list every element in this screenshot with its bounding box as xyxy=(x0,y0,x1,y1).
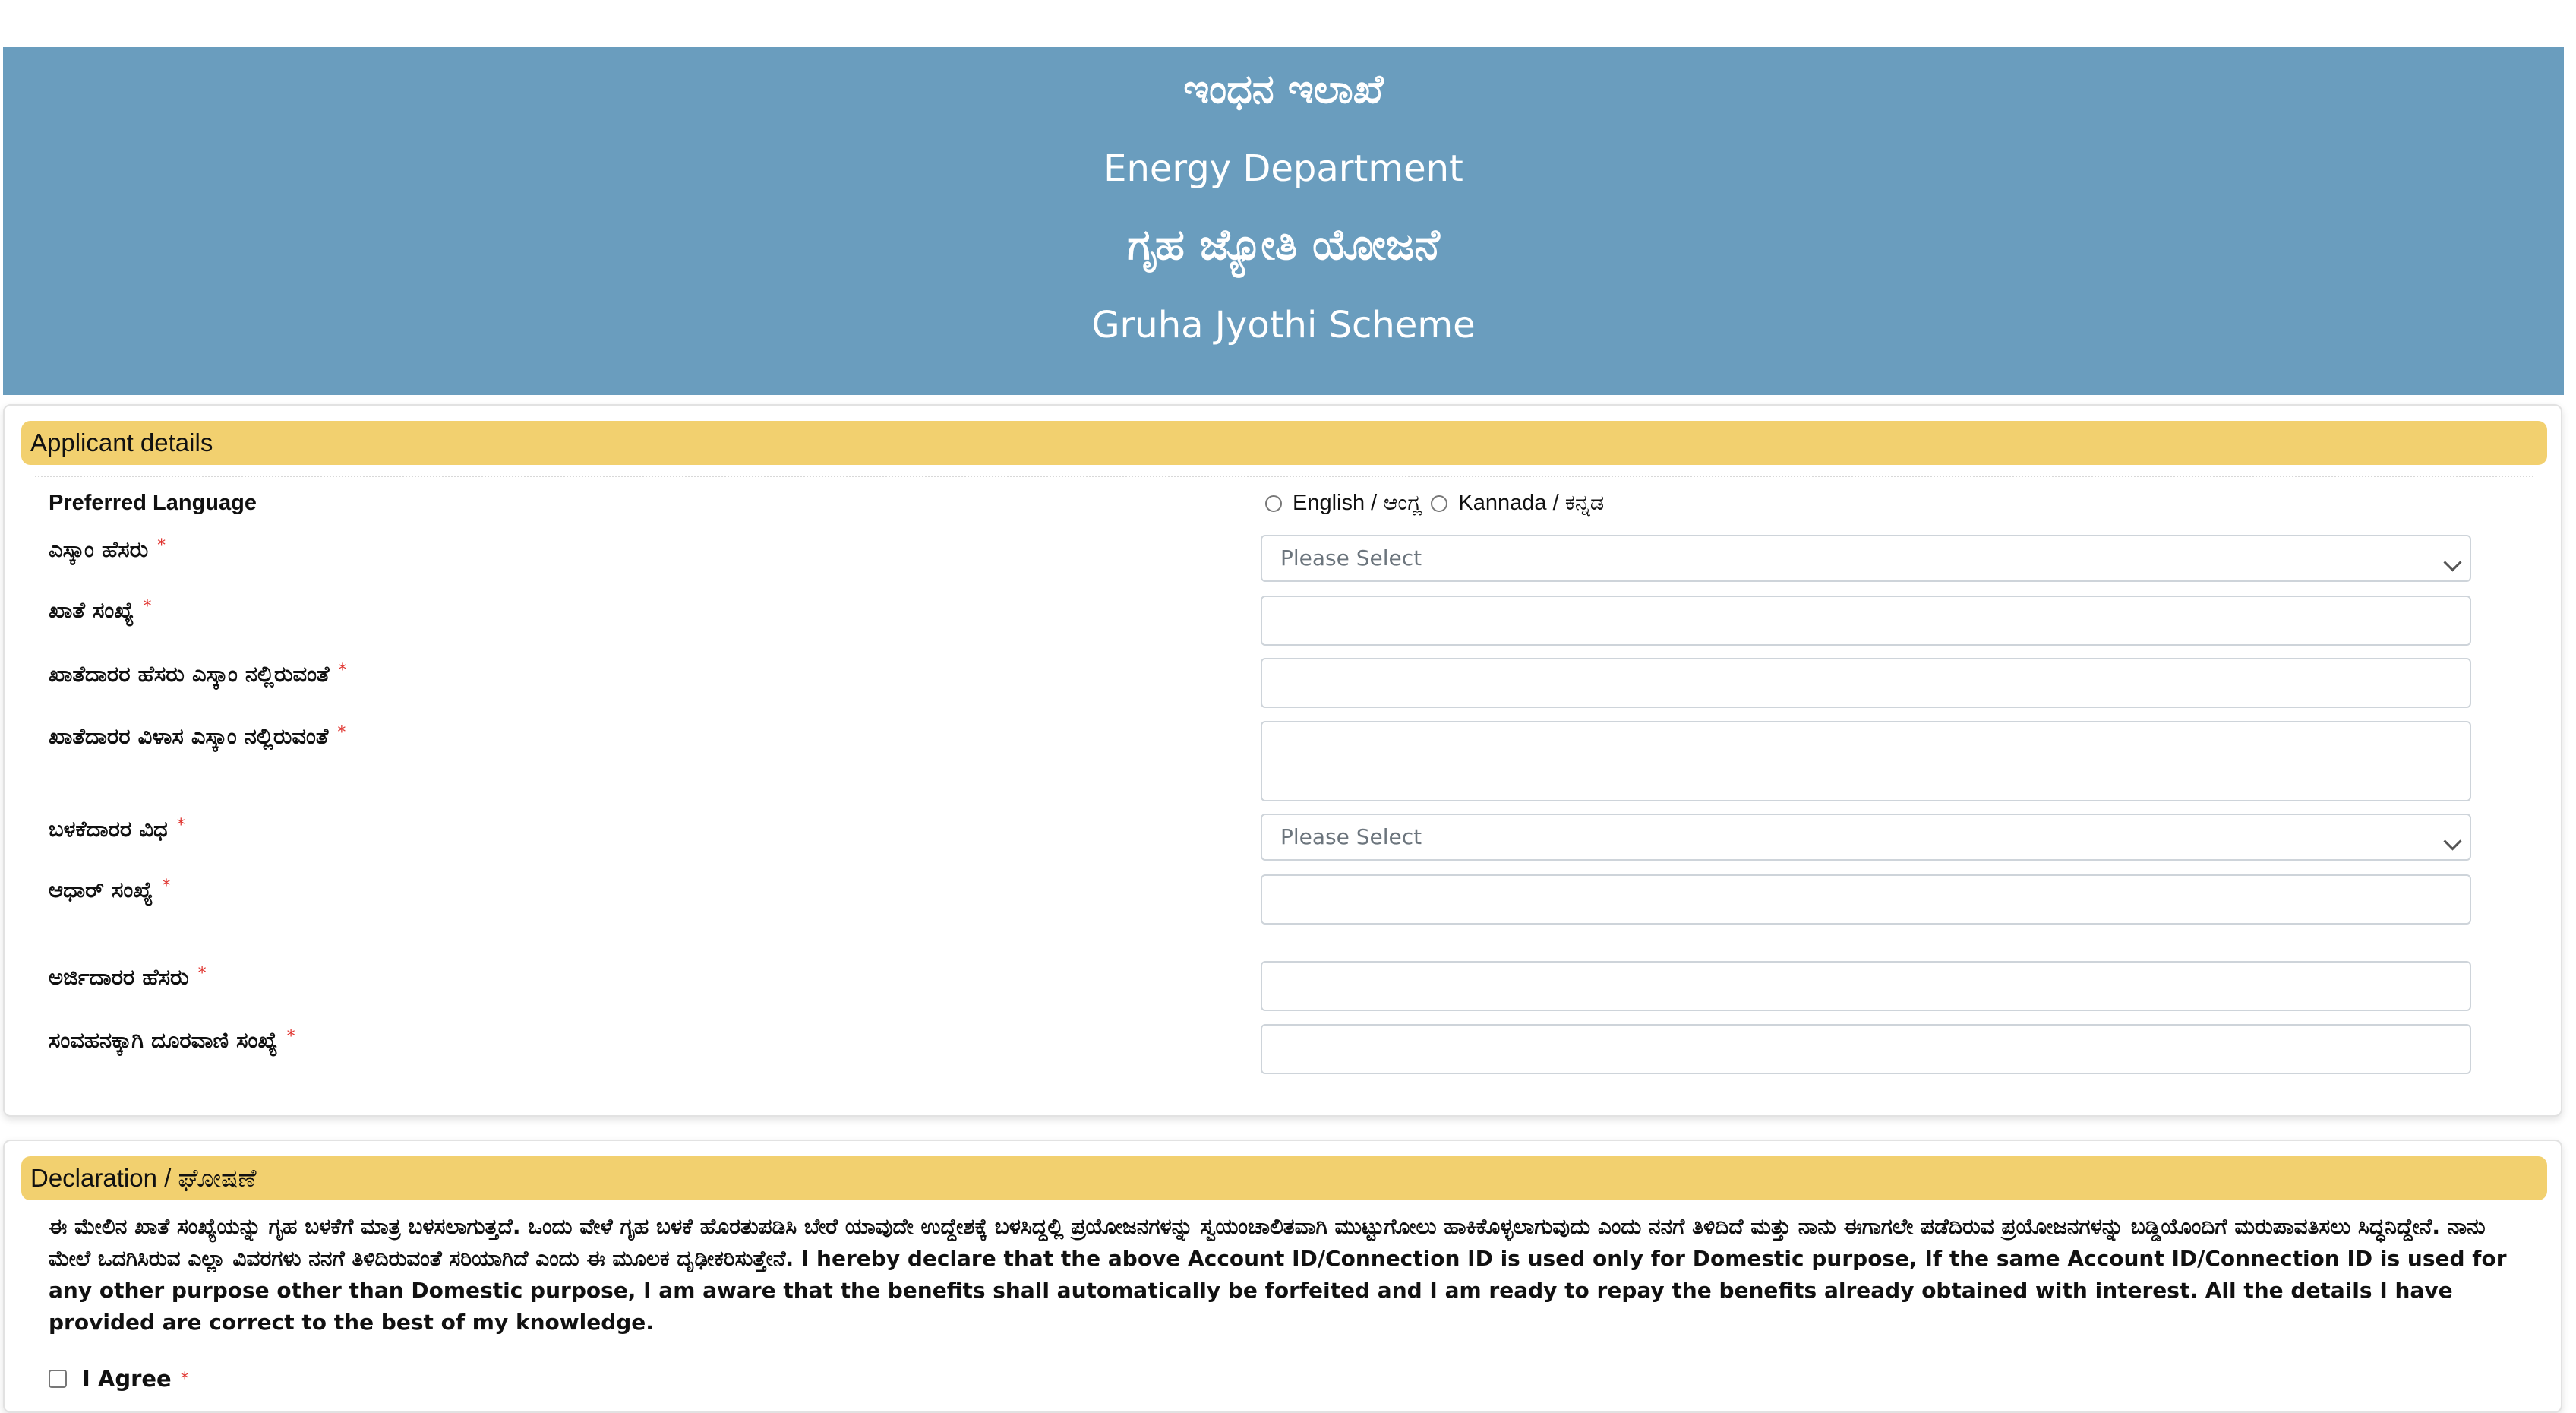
aadhaar-number-label-text: ಆಧಾರ್ ಸಂಖ್ಯೆ xyxy=(49,877,153,902)
required-marker: * xyxy=(162,877,171,896)
applicant-name-label xyxy=(49,964,207,991)
kannada-option-label[interactable]: Kannada / ಕನ್ನಡ xyxy=(1458,491,1605,515)
aadhaar-number-label xyxy=(49,877,170,903)
required-marker: * xyxy=(176,816,185,835)
chevron-down-icon xyxy=(2443,553,2461,571)
scheme-title-kannada: ಗೃಹ ಜ್ಯೋತಿ ಯೋಜನೆ xyxy=(1127,220,1440,270)
account-number-label-text: ಖಾತೆ ಸಂಖ್ಯೆ xyxy=(49,597,134,623)
applicant-name-label-text: ಅರ್ಜಿದಾರರ ಹೆಸರು xyxy=(49,964,189,990)
agree-label[interactable]: I Agree xyxy=(82,1366,172,1392)
declaration-card xyxy=(3,1140,2562,1413)
kannada-radio-icon[interactable] xyxy=(1431,495,1447,512)
escom-name-label xyxy=(49,536,166,563)
required-marker: * xyxy=(197,964,207,983)
account-number-input[interactable] xyxy=(1261,596,2471,646)
account-holder-name-label-text: ಖಾತೆದಾರರ ಹೆಸರು ಎಸ್ಕಾಂ ನಲ್ಲಿರುವಂತೆ xyxy=(49,661,330,687)
user-type-label xyxy=(49,816,185,842)
phone-number-input[interactable] xyxy=(1261,1024,2471,1074)
account-holder-name-label xyxy=(49,661,347,688)
user-type-label-text: ಬಳಕೆದಾರರ ವಿಧ xyxy=(49,816,168,842)
escom-name-select-value: Please Select xyxy=(1280,545,1422,571)
user-type-select[interactable] xyxy=(1261,814,2471,861)
divider xyxy=(35,476,2533,477)
department-title-kannada: ಇಂಧನ ಇಲಾಖೆ xyxy=(1183,67,1384,112)
account-holder-address-textarea[interactable] xyxy=(1261,721,2471,801)
phone-number-label-text: ಸಂವಹನಕ್ಕಾಗಿ ದೂರವಾಣಿ ಸಂಖ್ಯೆ xyxy=(49,1027,278,1053)
declaration-text: ಈ ಮೇಲಿನ ಖಾತೆ ಸಂಖ್ಯೆಯನ್ನು ಗೃಹ ಬಳಕೆಗೆ ಮಾತ್ರ ಬಳಸಲಾಗುತ್ತದೆ. ಒಂದು ವೇಳೆ ಗೃಹ ಬಳಕೆ ಹೊರತುಪಡಿಸಿ ಬೇರೆ ಯಾವುದೇ ಉದ್ದೇಶಕ್ಕೆ ಬಳಸಿದ್ದಲ್ಲಿ ಪ್ರಯೋಜನಗಳನ್ನು ಸ್ವಯಂಚಾಲಿತವಾಗಿ ಮುಟ್ಟುಗೋಲು ಹಾಕಿಕೊಳ್ಳಲಾಗುವುದು ಎಂದು ನನಗೆ ತಿಳಿದಿದೆ ಮತ್ತು ನಾನು ಈಗಾಗಲೇ ಪಡೆದಿರುವ ಪ್ರಯೋಜನಗಳನ್ನು ಬಡ್ಡಿಯೊಂದಿಗೆ ಮರುಪಾವತಿಸಲು ಸಿದ್ಧನಿದ್ದೇನೆ. ನಾನು ಮೇಲೆ ಒದಗಿಸಿರುವ ಎಲ್ಲಾ ವಿವರಗಳು ನನಗೆ ತಿಳಿದಿರುವಂತೆ ಸರಿಯಾಗಿದೆ ಎಂದು ಈ ಮೂಲಕ ದೃಢೀಕರಿಸುತ್ತೇನೆ. I hereby declare that the above Account ID/Connection ID is used only for Domestic purpose, If the same Account ID/Connection ID is used for any other purpose other than Domestic purpose, I am aware that the benefits shall automatically be forfeited and I am ready to repay the benefits already obtained with interest. All the details I have provided are correct to the best of my knowledge. xyxy=(49,1214,2507,1335)
agree-checkbox-icon[interactable] xyxy=(49,1370,67,1388)
english-radio-icon[interactable] xyxy=(1265,495,1282,512)
phone-number-label xyxy=(49,1027,295,1054)
required-marker: * xyxy=(143,597,152,616)
escom-name-label-text: ಎಸ್ಕಾಂ ಹೆಸರು xyxy=(49,536,149,562)
agree-checkbox-row[interactable] xyxy=(49,1366,189,1392)
aadhaar-number-input[interactable] xyxy=(1261,874,2471,925)
required-marker: * xyxy=(286,1027,295,1046)
english-option-label[interactable]: English / ಆಂಗ್ಲ xyxy=(1293,491,1422,515)
scheme-title-english: Gruha Jyothi Scheme xyxy=(1091,304,1476,346)
required-marker: * xyxy=(180,1369,189,1389)
preferred-language-radio-group xyxy=(1265,491,1613,516)
applicant-section-title: Applicant details xyxy=(21,421,2547,465)
required-marker: * xyxy=(337,723,346,742)
required-marker: * xyxy=(338,661,347,680)
department-title-english: Energy Department xyxy=(1103,147,1463,190)
account-holder-name-input[interactable] xyxy=(1261,658,2471,708)
account-holder-address-label xyxy=(49,723,346,750)
escom-name-select[interactable] xyxy=(1261,535,2471,582)
applicant-details-card xyxy=(3,404,2562,1117)
user-type-select-value: Please Select xyxy=(1280,824,1422,849)
account-holder-address-label-text: ಖಾತೆದಾರರ ವಿಳಾಸ ಎಸ್ಕಾಂ ನಲ್ಲಿರುವಂತೆ xyxy=(49,723,329,749)
required-marker: * xyxy=(157,536,166,555)
page-header xyxy=(3,47,2564,395)
account-number-label xyxy=(49,597,152,624)
declaration-section-title: Declaration / ಘೋಷಣೆ xyxy=(21,1156,2547,1200)
preferred-language-label: Preferred Language xyxy=(49,491,257,515)
chevron-down-icon xyxy=(2443,832,2461,850)
applicant-name-input[interactable] xyxy=(1261,961,2471,1011)
